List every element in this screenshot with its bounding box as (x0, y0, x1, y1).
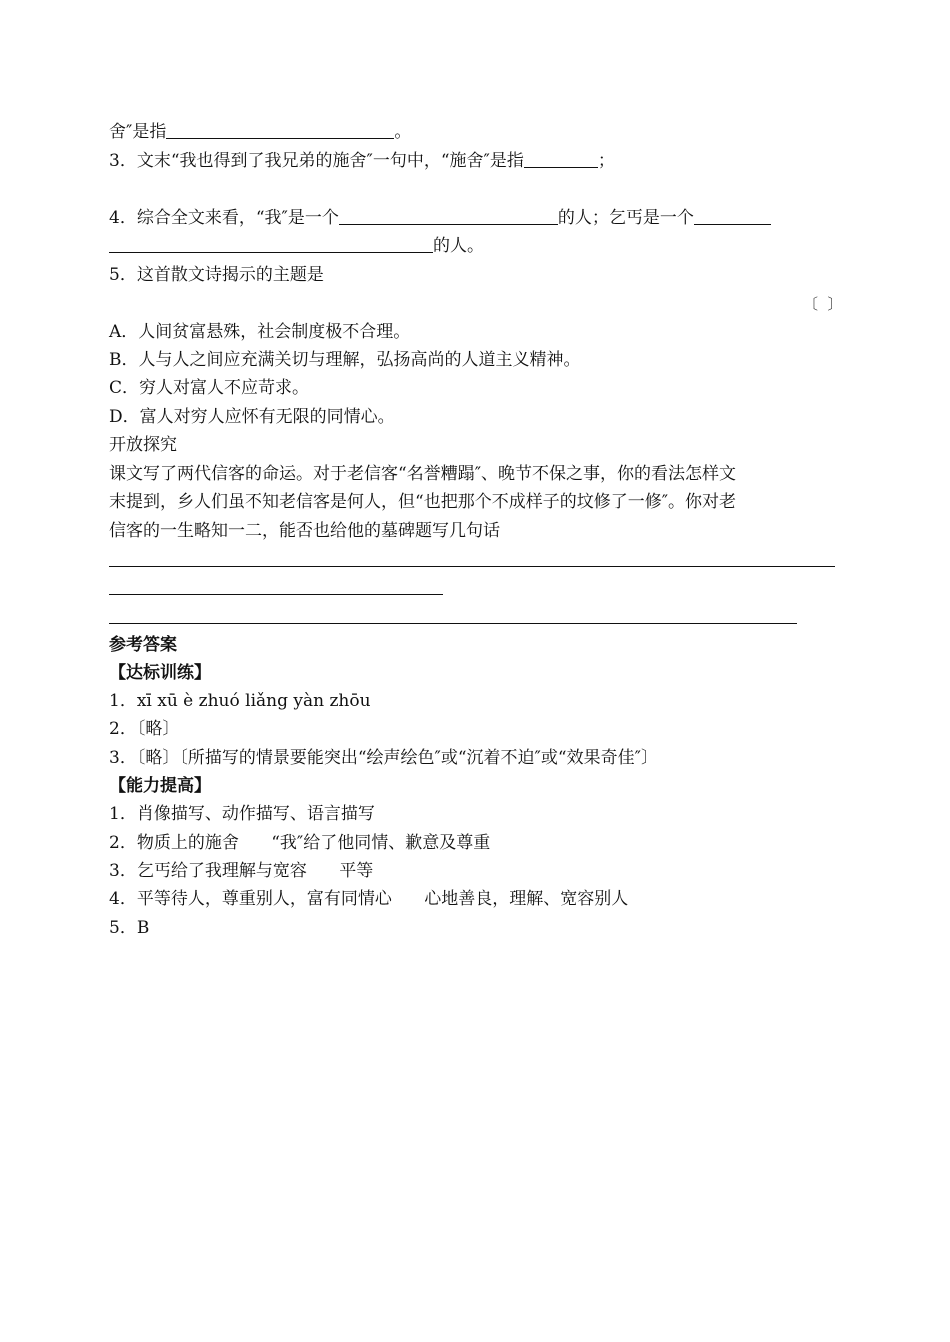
question-3: 3．文末“我也得到了我兄弟的施舍″一句中，“施舍″是指 ； (109, 151, 615, 171)
open-inquiry-text-line: 信客的一生略知一二，能否也给他的墓碑题写几句话 (109, 521, 500, 541)
writing-line[interactable] (109, 594, 443, 595)
writing-line[interactable] (109, 623, 797, 624)
answer-bracket: 〔 〕 (803, 295, 843, 313)
answer-item: 1．xī xū è zhuó liǎng yàn zhōu (109, 691, 371, 711)
writing-line[interactable] (109, 566, 835, 567)
question-2-tail: 舍″是指 。 (109, 122, 412, 142)
question-4-continued: 的人。 (109, 236, 484, 256)
option-c: C．穷人对富人不应苛求。 (109, 378, 310, 398)
answer-item: 4．平等待人，尊重别人，富有同情心 心地善良，理解、宽容别人 (109, 889, 629, 909)
answer-item: 2．〔略〕 (109, 719, 180, 739)
answer-blank[interactable] (694, 208, 771, 225)
answer-item: 2．物质上的施舍 “我″给了他同情、歉意及尊重 (109, 833, 491, 853)
option-a: A．人间贫富悬殊，社会制度极不合理。 (109, 322, 411, 342)
question-4: 4．综合全文来看，“我″是一个 的人；乞丐是一个 (109, 208, 771, 228)
answer-item: 3．乞丐给了我理解与宽容 平等 (109, 861, 374, 881)
open-inquiry-title: 开放探究 (109, 435, 177, 455)
answer-item: 3．〔略〕〔所描写的情景要能突出“绘声绘色″或“沉着不迫″或“效果奇佳″〕 (109, 748, 658, 768)
option-b: B．人与人之间应充满关切与理解，弘扬高尚的人道主义精神。 (109, 350, 581, 370)
answer-blank[interactable] (339, 208, 558, 225)
answer-item: 1．肖像描写、动作描写、语言描写 (109, 804, 375, 824)
answer-blank[interactable] (166, 122, 394, 139)
open-inquiry-text-line: 末提到，乡人们虽不知老信客是何人，但“也把那个不成样子的坟修了一修″。你对老 (109, 492, 737, 512)
option-d: D．富人对穷人应怀有无限的同情心。 (109, 407, 395, 427)
answer-blank[interactable] (524, 151, 598, 168)
section-heading-ability-improvement: 【能力提高】 (109, 776, 211, 796)
open-inquiry-text-line: 课文写了两代信客的命运。对于老信客“名誉糟蹋″、晚节不保之事，你的看法怎样文 (109, 464, 737, 484)
answers-title: 参考答案 (109, 635, 177, 655)
answer-blank[interactable] (109, 236, 433, 253)
answer-item: 5．B (109, 918, 150, 938)
question-5: 5．这首散文诗揭示的主题是 (109, 265, 324, 285)
section-heading-standard-training: 【达标训练】 (109, 663, 211, 683)
